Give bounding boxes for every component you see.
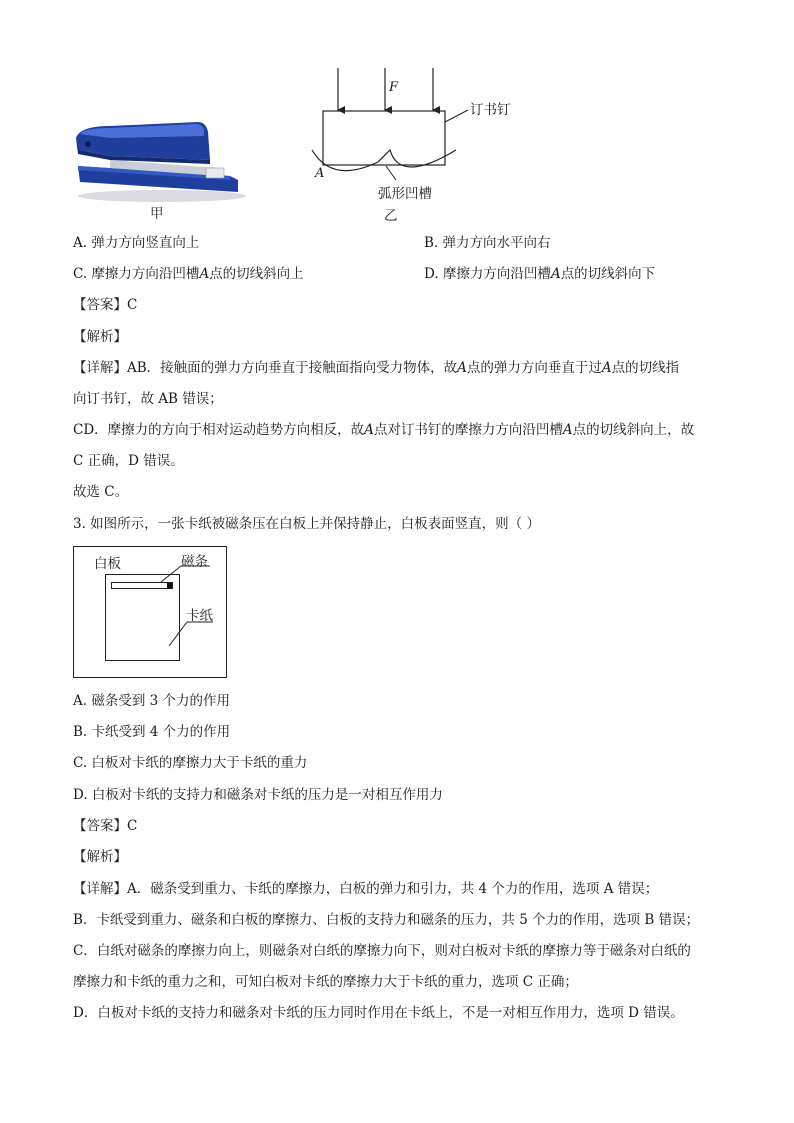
q2-detail-line-3: CD．摩擦力的方向于相对运动趋势方向相反，故A点对订书钉的摩擦力方向沿凹槽A点的切线斜向上，故 xyxy=(73,422,695,438)
label-yi: 乙 xyxy=(384,208,398,224)
arc-groove xyxy=(312,150,456,171)
label-whiteboard: 白板 xyxy=(94,556,121,572)
q2-conclusion: 故选 C。 xyxy=(73,484,129,500)
label-A: A xyxy=(315,166,325,181)
q2-detail-line-2: 向订书钉，故 AB 错误； xyxy=(73,391,223,407)
q2-detail-line-1: 【详解】AB．接触面的弹力方向垂直于接触面指向受力物体，故A点的弹力方向垂直于过A点的切线指 xyxy=(73,360,680,376)
q3-stem: 3. 如图所示，一张卡纸被磁条压在白板上并保持静止，白板表面竖直，则（ ） xyxy=(73,516,540,532)
staple-rect xyxy=(323,111,445,165)
q3-answer: 【答案】C xyxy=(73,818,138,834)
q3-option-b: B. 卡纸受到 4 个力的作用 xyxy=(73,724,231,740)
q2-option-d: D. 摩擦力方向沿凹槽A点的切线斜向下 xyxy=(424,266,656,282)
q2-detail-line-4: C 正确，D 错误。 xyxy=(73,453,184,469)
label-stapler-nail: 订书钉 xyxy=(470,102,511,118)
q3-detail-line-4: 摩擦力和卡纸的重力之和，可知白板对卡纸的摩擦力大于卡纸的重力，选项 C 正确； xyxy=(73,974,578,990)
q2-option-b: B. 弹力方向水平向右 xyxy=(424,235,551,251)
q3-detail-line-2: B．卡纸受到重力、磁条和白板的摩擦力、白板的支持力和磁条的压力，共 5 个力的作用，选项 B 错误； xyxy=(73,912,700,928)
stapler-image xyxy=(70,118,250,204)
q3-detail-line-1: 【详解】A．磁条受到重力、卡纸的摩擦力，白板的弹力和引力，共 4 个力的作用，选项 A 错误； xyxy=(73,881,659,897)
label-F: F xyxy=(389,80,399,95)
q3-detail-line-3: C．白纸对磁条的摩擦力向上，则磁条对白纸的摩擦力向下，则对白板对卡纸的摩擦力等于磁条对白纸的 xyxy=(73,943,691,959)
q2-analysis-title: 【解析】 xyxy=(73,329,127,345)
q2-option-a: A. 弹力方向竖直向上 xyxy=(73,235,200,251)
q3-option-c: C. 白板对卡纸的摩擦力大于卡纸的重力 xyxy=(73,755,308,771)
q3-detail-line-5: D．白板对卡纸的支持力和磁条对卡纸的压力同时作用在卡纸上，不是一对相互作用力，选项 D 错误。 xyxy=(73,1005,684,1021)
label-magnet: 磁条 xyxy=(181,554,208,570)
label-jia: 甲 xyxy=(150,206,164,222)
label-card: 卡纸 xyxy=(186,608,213,624)
label-groove: 弧形凹槽 xyxy=(378,186,432,202)
q2-option-c: C. 摩擦力方向沿凹槽A点的切线斜向上 xyxy=(73,266,304,282)
q2-answer: 【答案】C xyxy=(73,297,138,313)
q3-option-d: D. 白板对卡纸的支持力和磁条对卡纸的压力是一对相互作用力 xyxy=(73,787,443,803)
q3-analysis-title: 【解析】 xyxy=(73,849,127,865)
q3-option-a: A. 磁条受到 3 个力的作用 xyxy=(73,693,231,709)
